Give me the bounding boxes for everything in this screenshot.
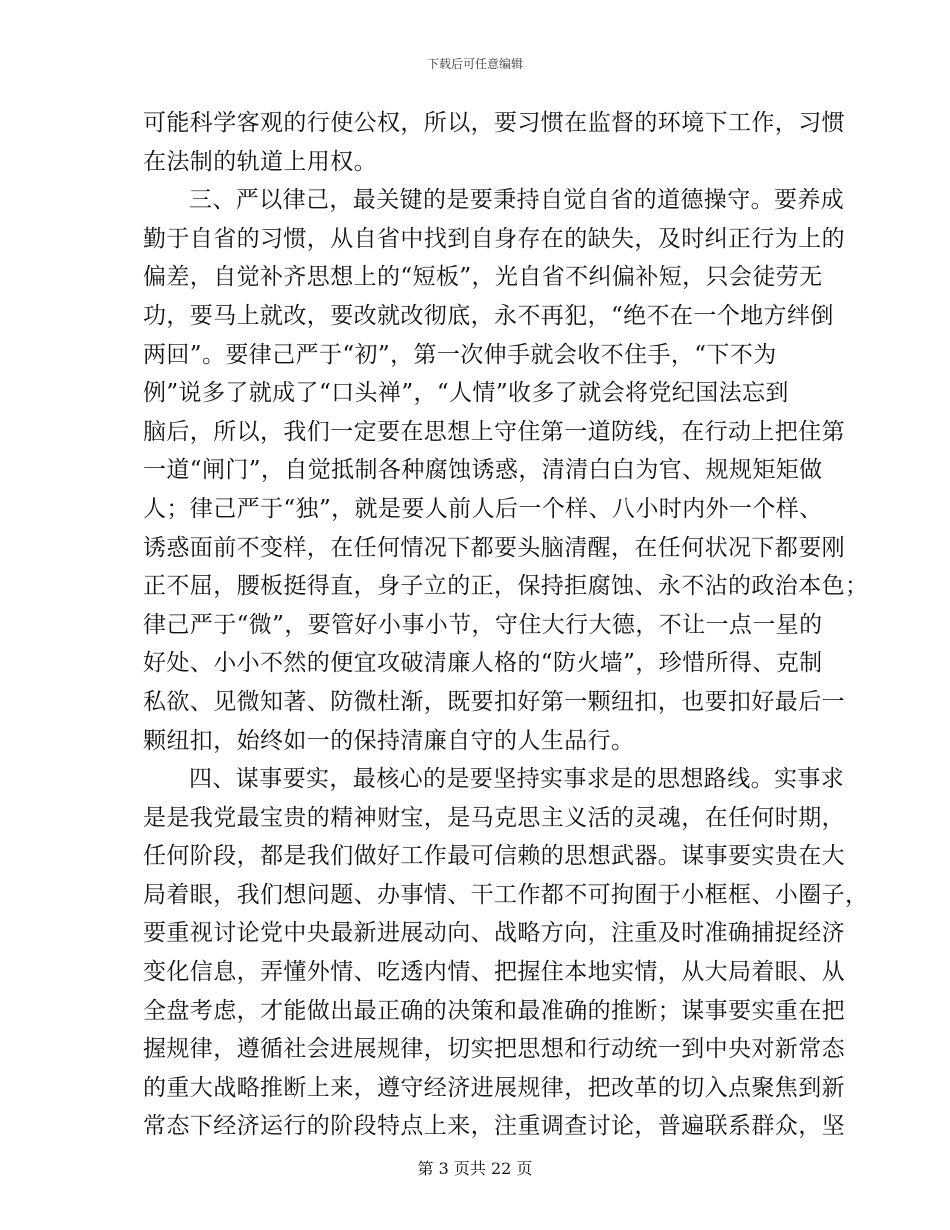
- text-line: 要重视讨论党中央最新进展动向、战略方向，注重及时准确捕捉经济: [143, 920, 845, 947]
- text-line: 任何阶段，都是我们做好工作最可信赖的思想武器。谋事要实贵在大: [143, 843, 845, 870]
- text-line: 局着眼，我们想问题、办事情、干工作都不可拘囿于小框框、小圈子，: [143, 881, 869, 908]
- text-line: 律己严于“微”，要管好小事小节，守住大行大德，不让一点一星的: [143, 611, 823, 638]
- text-line: 偏差，自觉补齐思想上的“短板”，光自省不纠偏补短，只会徒劳无: [143, 264, 823, 291]
- text-line: 一道“闸门”，自觉抵制各种腐蚀诱惑，清清白白为官、规规矩矩做: [143, 457, 823, 484]
- text-line: 例”说多了就成了“口头禅”，“人情”收多了就会将党纪国法忘到: [143, 380, 789, 407]
- text-line: 诱惑面前不变样，在任何情况下都要头脑清醒，在任何状况下都要刚: [143, 534, 845, 561]
- text-line: 是是我党最宝贵的精神财宝，是马克思主义活的灵魂，在任何时期，: [143, 804, 845, 831]
- text-line: 变化信息，弄懂外情、吃透内情、把握住本地实情，从大局着眼、从: [143, 959, 845, 986]
- text-line: 正不屈，腰板挺得直，身子立的正，保持拒腐蚀、永不沾的政治本色；: [143, 573, 869, 600]
- text-line: 人；律己严于“独”，就是要人前人后一个样、八小时内外一个样、: [143, 495, 823, 522]
- text-line: 在法制的轨道上用权。: [143, 148, 377, 175]
- text-line: 握规律，遵循社会进展规律，切实把思想和行动统一到中央对新常态: [143, 1036, 845, 1063]
- paragraph-start-line: 三、严以律己，最关键的是要秉持自觉自省的道德操守。要养成: [189, 187, 845, 214]
- text-line: 勤于自省的习惯，从自省中找到自身存在的缺失，及时纠正行为上的: [143, 225, 845, 252]
- text-line: 全盘考虑，才能做出最正确的决策和最准确的推断；谋事要实重在把: [143, 997, 845, 1024]
- page-header: 下载后可任意编辑: [426, 57, 523, 71]
- text-line: 私欲、见微知著、防微杜渐，既要扣好第一颗纽扣，也要扣好最后一: [143, 688, 845, 715]
- text-line: 可能科学客观的行使公权，所以，要习惯在监督的环境下工作，习惯: [143, 110, 845, 136]
- text-line: 常态下经济运行的阶段特点上来，注重调查讨论，普遍联系群众，坚: [143, 1113, 845, 1140]
- text-line: 功，要马上就改，要改就改彻底，永不再犯，“绝不在一个地方绊倒: [143, 302, 834, 329]
- text-line: 颗纽扣，始终如一的保持清廉自守的人生品行。: [143, 727, 635, 754]
- text-line: 好处、小小不然的便宜攻破清廉人格的“防火墙”，珍惜所得、克制: [143, 650, 823, 677]
- text-line: 两回”。要律己严于“初”，第一次伸手就会收不住手，“下不为: [143, 341, 777, 368]
- body-text: [143, 104, 869, 1146]
- text-line: 脑后，所以，我们一定要在思想上守住第一道防线，在行动上把住第: [143, 418, 845, 445]
- text-line: 的重大战略推断上来，遵守经济进展规律，把改革的切入点聚焦到新: [143, 1074, 845, 1101]
- page-number-footer: 第 3 页共 22 页: [417, 1159, 533, 1178]
- paragraph-start-line: 四、谋事要实，最核心的是要坚持实事求是的思想路线。实事求: [189, 766, 845, 793]
